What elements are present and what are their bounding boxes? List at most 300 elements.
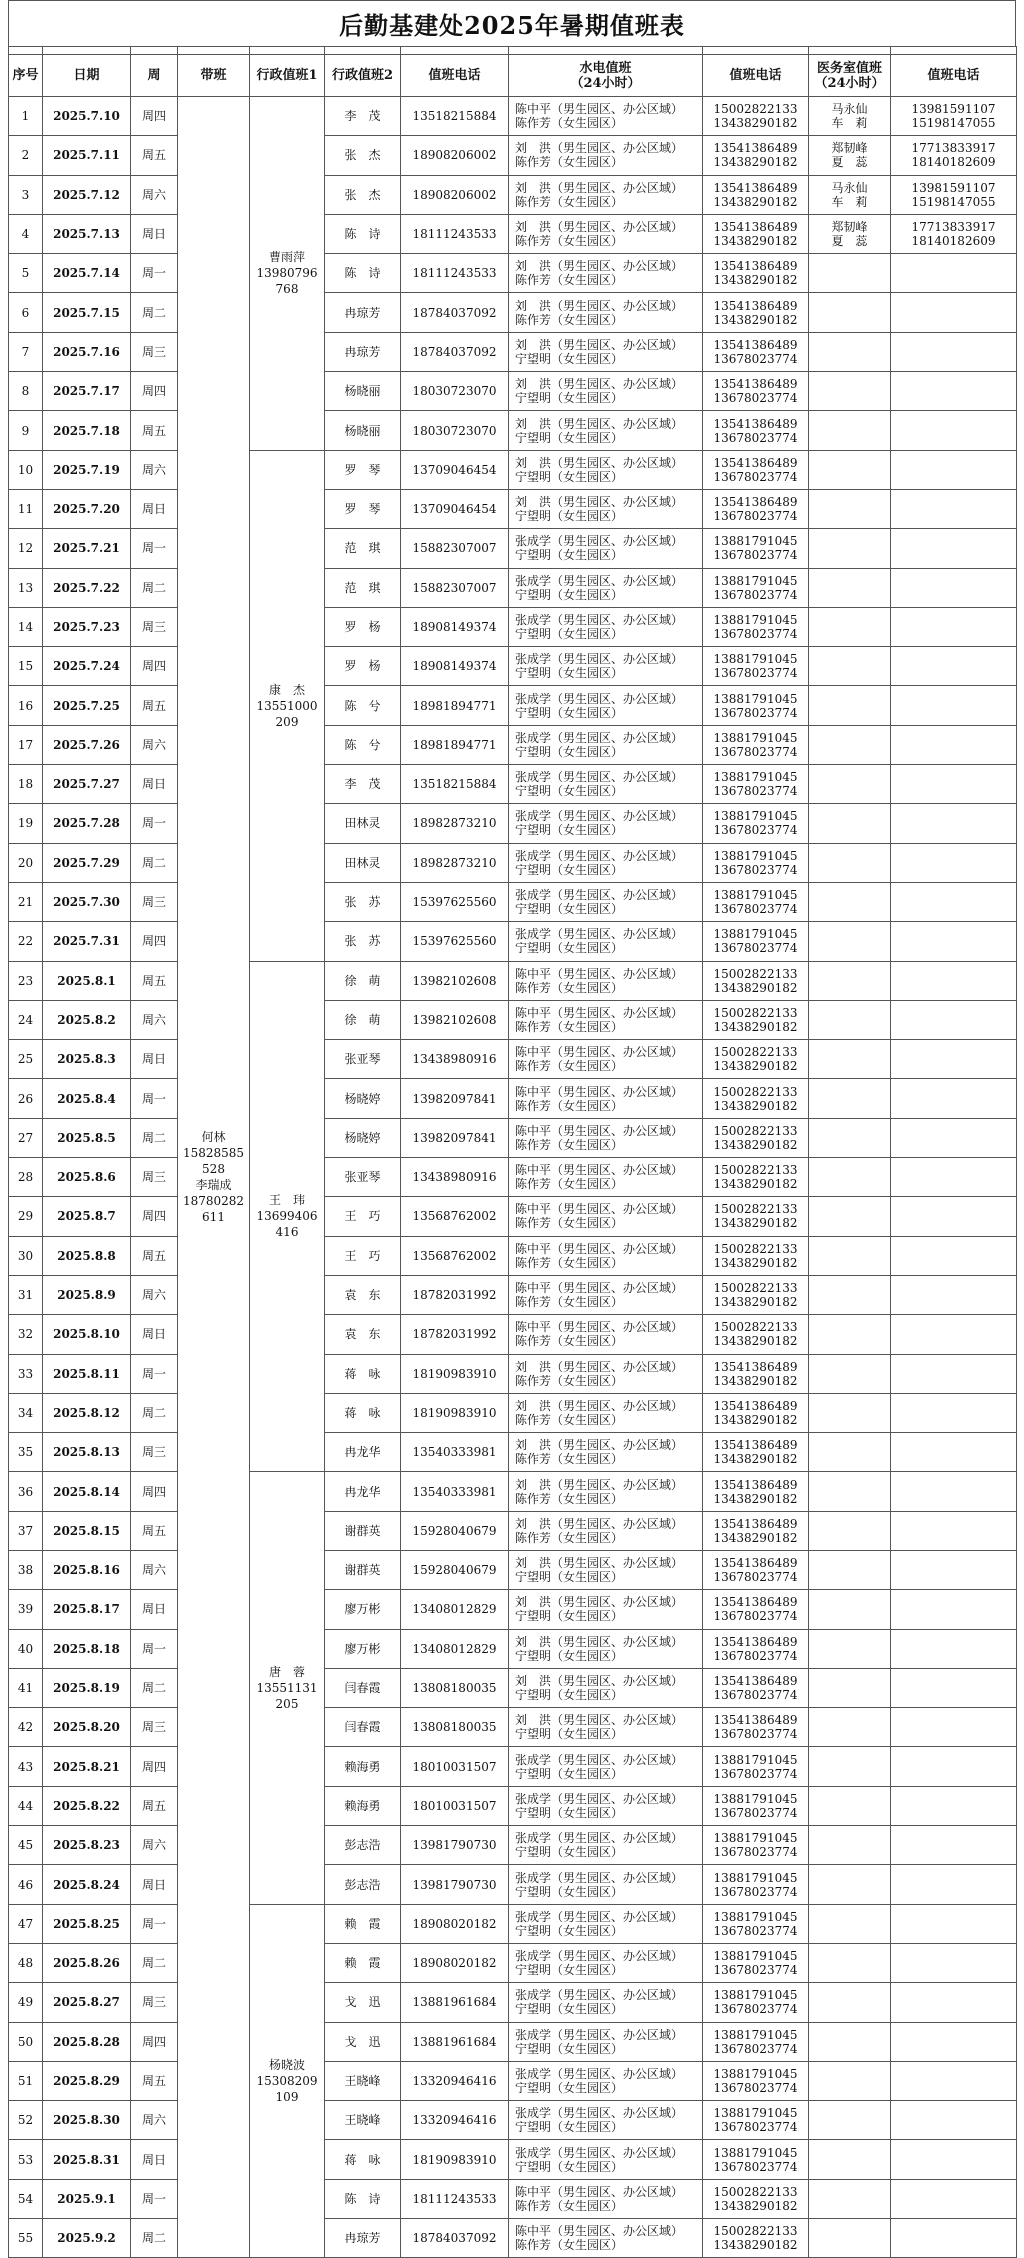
medical-cell <box>809 1865 891 1904</box>
water-cell <box>509 1236 703 1275</box>
medical-cell <box>809 1943 891 1982</box>
water-phone-1: 15002822133 <box>713 1202 798 1217</box>
table-row <box>9 97 1017 136</box>
admin2-cell: 谢群英 <box>325 1550 401 1589</box>
admin2-cell: 田林灵 <box>325 843 401 882</box>
header-phone: 值班电话 <box>401 55 509 97</box>
water-phone-2: 13438290182 <box>713 1295 798 1310</box>
water-duty-2: 陈作芳（女生园区） <box>515 1098 624 1113</box>
water-duty-1: 张成学（男生园区、办公区域） <box>515 534 684 549</box>
water-duty-2: 陈作芳（女生园区） <box>515 1255 624 1270</box>
water-phone-2: 13438290182 <box>713 1334 798 1349</box>
date-cell: 2025.7.30 <box>43 882 131 921</box>
water-phone-2: 13678023774 <box>713 469 798 484</box>
medical-cell <box>809 450 891 489</box>
medical-cell <box>809 1393 891 1432</box>
water-cell <box>509 1079 703 1118</box>
medical-phone-1: 17713833917 <box>911 220 996 235</box>
water-cell <box>509 97 703 136</box>
water-phone-2: 13678023774 <box>713 587 798 602</box>
water-phone-1: 13541386489 <box>713 1556 798 1571</box>
seq-cell: 40 <box>9 1629 43 1668</box>
date-cell: 2025.9.1 <box>43 2179 131 2218</box>
weekday-cell: 周三 <box>131 1983 178 2022</box>
date-cell: 2025.8.16 <box>43 1550 131 1589</box>
water-duty-2: 陈作芳（女生园区） <box>515 1412 624 1427</box>
water-cell <box>509 2219 703 2258</box>
admin2-cell: 蒋 咏 <box>325 1354 401 1393</box>
table-row <box>9 2101 1017 2140</box>
table-row <box>9 961 1017 1000</box>
weekday-cell: 周五 <box>131 136 178 175</box>
admin1-group-cell <box>250 961 325 1472</box>
water-duty-2: 宁望明（女生园区） <box>515 1923 624 1938</box>
medical-duty-1: 郑韧峰 <box>831 220 868 235</box>
water-duty-1: 陈中平（男生园区、办公区域） <box>515 2184 684 2199</box>
weekday-cell: 周日 <box>131 489 178 528</box>
water-duty-1: 刘 洪（男生园区、办公区域） <box>515 495 684 510</box>
water-cell <box>509 450 703 489</box>
water-duty-1: 刘 洪（男生园区、办公区域） <box>515 337 684 352</box>
weekday-cell: 周一 <box>131 529 178 568</box>
water-phone-2: 13438290182 <box>713 312 798 327</box>
phone-cell: 15882307007 <box>401 568 509 607</box>
admin2-cell: 冉龙华 <box>325 1472 401 1511</box>
seq-cell: 25 <box>9 1040 43 1079</box>
water-cell <box>509 882 703 921</box>
weekday-cell: 周四 <box>131 1747 178 1786</box>
table-row <box>9 293 1017 332</box>
date-cell: 2025.8.3 <box>43 1040 131 1079</box>
date-cell: 2025.8.12 <box>43 1393 131 1432</box>
water-duty-1: 陈中平（男生园区、办公区域） <box>515 1320 684 1335</box>
water-phone-cell <box>703 254 809 293</box>
header-water-label: 水电值班 <box>579 60 632 76</box>
medical-cell <box>809 1511 891 1550</box>
admin2-cell: 范 琪 <box>325 529 401 568</box>
water-duty-1: 刘 洪（男生园区、办公区域） <box>515 455 684 470</box>
water-phone-1: 13881791045 <box>713 1831 798 1846</box>
seq-cell: 44 <box>9 1786 43 1825</box>
seq-cell: 39 <box>9 1590 43 1629</box>
water-phone-2: 13438290182 <box>713 1412 798 1427</box>
seq-cell: 19 <box>9 804 43 843</box>
weekday-cell: 周四 <box>131 1197 178 1236</box>
water-phone-2: 13678023774 <box>713 744 798 759</box>
medical-phone-cell <box>891 647 1017 686</box>
water-phone-2: 13438290182 <box>713 1137 798 1152</box>
date-cell: 2025.8.10 <box>43 1315 131 1354</box>
water-phone-1: 13541386489 <box>713 377 798 392</box>
table-row <box>9 1590 1017 1629</box>
seq-cell: 43 <box>9 1747 43 1786</box>
water-phone-cell <box>703 961 809 1000</box>
water-phone-2: 13438290182 <box>713 234 798 249</box>
medical-phone-1: 17713833917 <box>911 141 996 156</box>
admin2-cell: 罗 琴 <box>325 450 401 489</box>
phone-cell: 18982873210 <box>401 804 509 843</box>
seq-cell: 47 <box>9 1904 43 1943</box>
seq-cell: 22 <box>9 922 43 961</box>
weekday-cell: 周二 <box>131 1118 178 1157</box>
water-phone-cell <box>703 804 809 843</box>
water-phone-cell <box>703 2101 809 2140</box>
water-phone-2: 13438290182 <box>713 2198 798 2213</box>
water-phone-1: 13541386489 <box>713 259 798 274</box>
water-phone-2: 13438290182 <box>713 194 798 209</box>
page-title: 后勤基建处2025年暑期值班表 <box>8 0 1016 46</box>
weekday-cell: 周日 <box>131 1315 178 1354</box>
water-phone-1: 13541386489 <box>713 141 798 156</box>
weekday-cell: 周六 <box>131 1826 178 1865</box>
header-medical-sub: （24小时） <box>814 75 885 91</box>
admin2-cell: 蒋 咏 <box>325 2140 401 2179</box>
date-cell: 2025.9.2 <box>43 2219 131 2258</box>
water-duty-1: 刘 洪（男生园区、办公区域） <box>515 1595 684 1610</box>
water-phone-1: 13881791045 <box>713 2106 798 2121</box>
water-duty-2: 宁望明（女生园区） <box>515 1570 624 1585</box>
admin2-cell: 袁 东 <box>325 1315 401 1354</box>
water-duty-2: 宁望明（女生园区） <box>515 2002 624 2017</box>
date-cell: 2025.8.14 <box>43 1472 131 1511</box>
water-phone-cell <box>703 1158 809 1197</box>
date-cell: 2025.7.15 <box>43 293 131 332</box>
medical-phone-cell <box>891 882 1017 921</box>
water-phone-cell <box>703 1433 809 1472</box>
water-phone-1: 13881791045 <box>713 652 798 667</box>
admin1-phone: 13551000209 <box>256 698 318 729</box>
admin1-group-cell <box>250 1472 325 1904</box>
water-duty-1: 刘 洪（男生园区、办公区域） <box>515 298 684 313</box>
duty-table <box>8 46 1017 2258</box>
water-phone-cell <box>703 607 809 646</box>
seq-cell: 50 <box>9 2022 43 2061</box>
water-cell <box>509 1197 703 1236</box>
water-phone-2: 13678023774 <box>713 1570 798 1585</box>
medical-phone-1: 13981591107 <box>911 102 996 117</box>
medical-cell <box>809 607 891 646</box>
phone-cell: 15882307007 <box>401 529 509 568</box>
water-phone-2: 13678023774 <box>713 1805 798 1820</box>
weekday-cell: 周二 <box>131 1943 178 1982</box>
water-phone-cell <box>703 1786 809 1825</box>
water-phone-2: 13438290182 <box>713 116 798 131</box>
water-cell <box>509 1158 703 1197</box>
water-phone-cell <box>703 411 809 450</box>
water-phone-1: 15002822133 <box>713 1163 798 1178</box>
water-phone-2: 13678023774 <box>713 391 798 406</box>
table-row <box>9 1433 1017 1472</box>
table-row <box>9 214 1017 253</box>
phone-cell: 13981790730 <box>401 1865 509 1904</box>
seq-cell: 24 <box>9 1000 43 1039</box>
water-phone-1: 13881791045 <box>713 2066 798 2081</box>
water-duty-1: 刘 洪（男生园区、办公区域） <box>515 180 684 195</box>
admin2-cell: 罗 杨 <box>325 647 401 686</box>
water-duty-2: 宁望明（女生园区） <box>515 391 624 406</box>
water-phone-2: 13678023774 <box>713 351 798 366</box>
phone-cell: 15928040679 <box>401 1511 509 1550</box>
admin2-cell: 赖海勇 <box>325 1786 401 1825</box>
table-row <box>9 1275 1017 1314</box>
table-row <box>9 372 1017 411</box>
table-row <box>9 1865 1017 1904</box>
medical-cell <box>809 254 891 293</box>
medical-duty-2: 夏 蕊 <box>831 155 868 170</box>
medical-phone-cell <box>891 1197 1017 1236</box>
seq-cell: 4 <box>9 214 43 253</box>
water-phone-2: 13438290182 <box>713 1019 798 1034</box>
water-phone-2: 13678023774 <box>713 430 798 445</box>
table-row <box>9 1786 1017 1825</box>
admin1-group-cell <box>250 450 325 961</box>
seq-cell: 26 <box>9 1079 43 1118</box>
water-duty-2: 陈作芳（女生园区） <box>515 1452 624 1467</box>
water-phone-2: 13678023774 <box>713 862 798 877</box>
phone-cell: 18782031992 <box>401 1275 509 1314</box>
water-duty-2: 宁望明（女生园区） <box>515 351 624 366</box>
seq-cell: 5 <box>9 254 43 293</box>
water-duty-2: 宁望明（女生园区） <box>515 666 624 681</box>
medical-cell <box>809 1629 891 1668</box>
water-phone-1: 15002822133 <box>713 1084 798 1099</box>
water-duty-1: 张成学（男生园区、办公区域） <box>515 809 684 824</box>
medical-phone-cell <box>891 1393 1017 1432</box>
water-phone-cell <box>703 1040 809 1079</box>
table-row <box>9 568 1017 607</box>
water-duty-1: 刘 洪（男生园区、办公区域） <box>515 1438 684 1453</box>
header-medical-label: 医务室值班 <box>816 60 882 76</box>
water-duty-2: 宁望明（女生园区） <box>515 430 624 445</box>
table-row <box>9 1472 1017 1511</box>
weekday-cell: 周三 <box>131 1708 178 1747</box>
seq-cell: 29 <box>9 1197 43 1236</box>
table-row <box>9 450 1017 489</box>
admin2-cell: 冉琼芳 <box>325 293 401 332</box>
admin2-cell: 王晓峰 <box>325 2101 401 2140</box>
weekday-cell: 周二 <box>131 2219 178 2258</box>
medical-cell <box>809 372 891 411</box>
weekday-cell: 周六 <box>131 2101 178 2140</box>
date-cell: 2025.7.11 <box>43 136 131 175</box>
water-phone-2: 13678023774 <box>713 1688 798 1703</box>
date-cell: 2025.7.13 <box>43 214 131 253</box>
water-phone-1: 13541386489 <box>713 1595 798 1610</box>
admin2-cell: 张 杰 <box>325 175 401 214</box>
medical-cell <box>809 1040 891 1079</box>
water-cell <box>509 1472 703 1511</box>
table-row <box>9 1040 1017 1079</box>
admin1-name: 康 杰 <box>268 682 305 697</box>
water-duty-1: 刘 洪（男生园区、办公区域） <box>515 1713 684 1728</box>
phone-cell: 13320946416 <box>401 2101 509 2140</box>
phone-cell: 18981894771 <box>401 725 509 764</box>
water-phone-2: 13678023774 <box>713 1923 798 1938</box>
medical-cell <box>809 725 891 764</box>
weekday-cell: 周三 <box>131 1433 178 1472</box>
water-phone-cell <box>703 1668 809 1707</box>
medical-phone-1: 13981591107 <box>911 180 996 195</box>
medical-phone-cell <box>891 922 1017 961</box>
water-phone-cell <box>703 214 809 253</box>
phone-cell: 18190983910 <box>401 2140 509 2179</box>
date-cell: 2025.7.21 <box>43 529 131 568</box>
water-cell <box>509 647 703 686</box>
water-cell <box>509 214 703 253</box>
weekday-cell: 周五 <box>131 1236 178 1275</box>
water-phone-2: 13678023774 <box>713 2041 798 2056</box>
admin2-cell: 蒋 咏 <box>325 1393 401 1432</box>
medical-phone-2: 18140182609 <box>911 155 996 170</box>
water-cell <box>509 804 703 843</box>
weekday-cell: 周三 <box>131 332 178 371</box>
water-phone-1: 13541386489 <box>713 180 798 195</box>
water-duty-1: 刘 洪（男生园区、办公区域） <box>515 1477 684 1492</box>
water-phone-2: 13438290182 <box>713 1059 798 1074</box>
water-duty-2: 陈作芳（女生园区） <box>515 273 624 288</box>
date-cell: 2025.8.13 <box>43 1433 131 1472</box>
water-phone-cell <box>703 1747 809 1786</box>
medical-cell <box>809 529 891 568</box>
weekday-cell: 周二 <box>131 843 178 882</box>
medical-phone-cell <box>891 1590 1017 1629</box>
seq-cell: 8 <box>9 372 43 411</box>
water-phone-1: 13541386489 <box>713 220 798 235</box>
date-cell: 2025.8.30 <box>43 2101 131 2140</box>
weekday-cell: 周一 <box>131 804 178 843</box>
duty-schedule-sheet <box>8 0 1016 2258</box>
table-row <box>9 1197 1017 1236</box>
medical-phone-cell <box>891 529 1017 568</box>
date-cell: 2025.8.26 <box>43 1943 131 1982</box>
water-cell <box>509 1865 703 1904</box>
medical-cell <box>809 411 891 450</box>
water-phone-1: 13881791045 <box>713 2027 798 2042</box>
water-duty-2: 陈作芳（女生园区） <box>515 116 624 131</box>
phone-cell: 13982102608 <box>401 961 509 1000</box>
table-row <box>9 843 1017 882</box>
table-row <box>9 804 1017 843</box>
seq-cell: 23 <box>9 961 43 1000</box>
water-duty-2: 宁望明（女生园区） <box>515 548 624 563</box>
water-phone-1: 15002822133 <box>713 102 798 117</box>
water-phone-1: 13881791045 <box>713 1752 798 1767</box>
table-row <box>9 686 1017 725</box>
water-cell <box>509 1983 703 2022</box>
medical-phone-cell <box>891 1275 1017 1314</box>
medical-duty-2: 车 莉 <box>831 194 868 209</box>
phone-cell: 13568762002 <box>401 1197 509 1236</box>
table-row <box>9 1904 1017 1943</box>
medical-phone-cell <box>891 2179 1017 2218</box>
admin1-name: 唐 蓉 <box>268 1665 305 1680</box>
date-cell: 2025.8.15 <box>43 1511 131 1550</box>
medical-phone-cell <box>891 1943 1017 1982</box>
water-duty-1: 张成学（男生园区、办公区域） <box>515 1909 684 1924</box>
admin2-cell: 杨晓婷 <box>325 1118 401 1157</box>
medical-phone-cell <box>891 607 1017 646</box>
water-cell <box>509 1118 703 1157</box>
water-phone-cell <box>703 372 809 411</box>
weekday-cell: 周三 <box>131 1158 178 1197</box>
water-phone-1: 15002822133 <box>713 1281 798 1296</box>
medical-cell <box>809 568 891 607</box>
weekday-cell: 周二 <box>131 293 178 332</box>
water-phone-1: 13881791045 <box>713 927 798 942</box>
weekday-cell: 周六 <box>131 725 178 764</box>
water-duty-2: 宁望明（女生园区） <box>515 1963 624 1978</box>
medical-phone-cell <box>891 1826 1017 1865</box>
table-row <box>9 922 1017 961</box>
water-phone-cell <box>703 1275 809 1314</box>
medical-cell <box>809 1668 891 1707</box>
phone-cell: 18784037092 <box>401 293 509 332</box>
table-row <box>9 1236 1017 1275</box>
date-cell: 2025.7.31 <box>43 922 131 961</box>
admin2-cell: 徐 萌 <box>325 1000 401 1039</box>
date-cell: 2025.7.22 <box>43 568 131 607</box>
water-phone-cell <box>703 725 809 764</box>
water-duty-2: 宁望明（女生园区） <box>515 1688 624 1703</box>
medical-phone-cell <box>891 1236 1017 1275</box>
header-phone2: 值班电话 <box>703 55 809 97</box>
table-row <box>9 1393 1017 1432</box>
medical-duty-1: 郑韧峰 <box>831 141 868 156</box>
water-duty-1: 张成学（男生园区、办公区域） <box>515 691 684 706</box>
water-phone-1: 13541386489 <box>713 1477 798 1492</box>
water-cell <box>509 607 703 646</box>
phone-cell: 13518215884 <box>401 97 509 136</box>
water-phone-1: 15002822133 <box>713 1005 798 1020</box>
water-duty-2: 陈作芳（女生园区） <box>515 1373 624 1388</box>
medical-phone-cell <box>891 1668 1017 1707</box>
water-phone-1: 15002822133 <box>713 1320 798 1335</box>
table-row <box>9 1943 1017 1982</box>
medical-cell <box>809 647 891 686</box>
date-cell: 2025.7.17 <box>43 372 131 411</box>
table-row <box>9 1118 1017 1157</box>
admin2-cell: 田林灵 <box>325 804 401 843</box>
header-medical <box>809 55 891 97</box>
date-cell: 2025.7.25 <box>43 686 131 725</box>
header-row <box>9 55 1017 97</box>
medical-phone-2: 18140182609 <box>911 234 996 249</box>
water-cell <box>509 1275 703 1314</box>
admin2-cell: 张亚琴 <box>325 1040 401 1079</box>
header-water-sub: （24小时） <box>570 75 641 91</box>
water-phone-2: 13438290182 <box>713 1098 798 1113</box>
medical-phone-cell <box>891 1786 1017 1825</box>
medical-phone-cell <box>891 1629 1017 1668</box>
water-cell <box>509 1354 703 1393</box>
weekday-cell: 周日 <box>131 1590 178 1629</box>
weekday-cell: 周四 <box>131 1472 178 1511</box>
water-phone-cell <box>703 2179 809 2218</box>
water-phone-cell <box>703 175 809 214</box>
water-phone-cell <box>703 1708 809 1747</box>
water-phone-2: 13438290182 <box>713 1216 798 1231</box>
date-cell: 2025.8.25 <box>43 1904 131 1943</box>
water-duty-1: 陈中平（男生园区、办公区域） <box>515 1084 684 1099</box>
water-phone-2: 13438290182 <box>713 1177 798 1192</box>
water-duty-2: 宁望明（女生园区） <box>515 469 624 484</box>
admin2-cell: 杨晓丽 <box>325 411 401 450</box>
phone-cell: 13568762002 <box>401 1236 509 1275</box>
water-cell <box>509 1040 703 1079</box>
leader-name-1: 何林 <box>201 1130 226 1145</box>
weekday-cell: 周六 <box>131 1275 178 1314</box>
medical-cell <box>809 1275 891 1314</box>
